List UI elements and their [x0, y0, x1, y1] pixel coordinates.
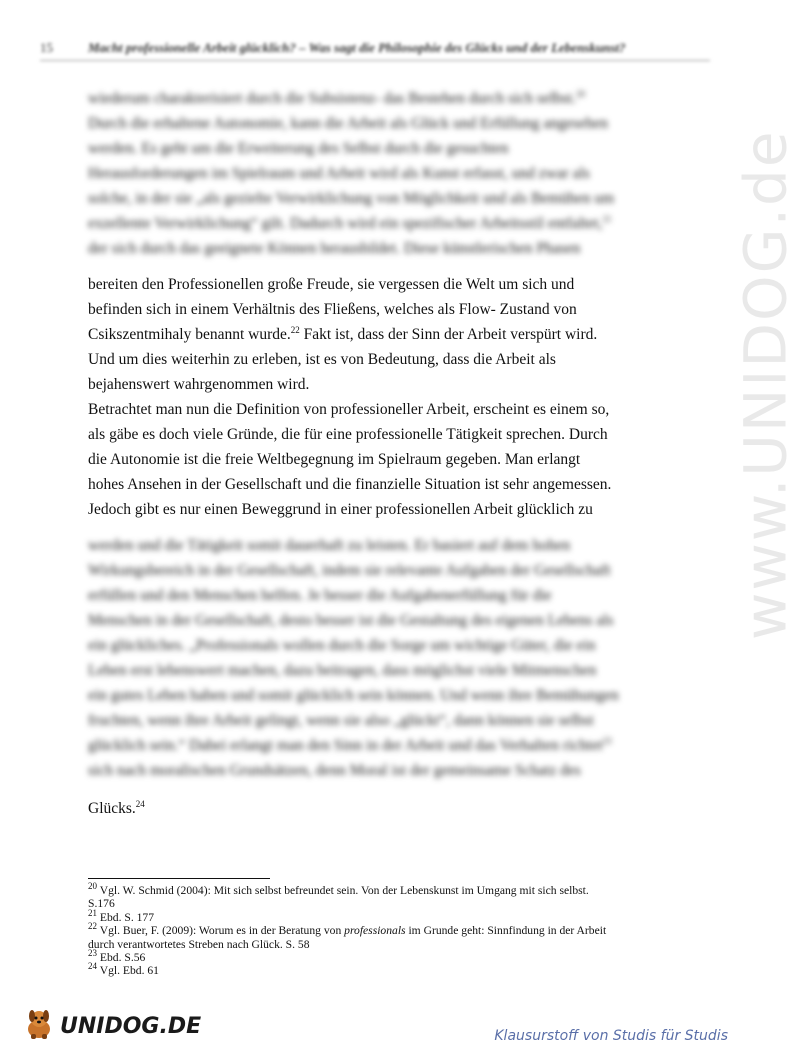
text-line: Herausforderungen im Spielraum und Arbeit wird als Kunst erfasst, und zwar als [88, 165, 590, 182]
blurred-paragraph-top [88, 86, 615, 261]
footnote: $^{23}$ Ebd. S.56 [88, 948, 146, 965]
dog-icon [22, 1007, 56, 1046]
text-line: werden und die Tätigkeit somit dauerhaft zu leisten. Er basiert auf dem hohen [88, 537, 571, 554]
text-line: Csikszentmihaly benannt wurde.$^{22}$ Fakt ist, dass der Sinn der Arbeit verspürt wird. [88, 324, 598, 343]
text-line: Wirkungsbereich in der Gesellschaft, indem sie relevante Aufgaben der Gesellschaft [88, 562, 611, 579]
page-number: 15 [40, 40, 53, 55]
text-line: ein gutes Leben haben und somit glücklich sein können. Und wenn ihre Bemühungen [88, 687, 619, 704]
footnote-ref: 24 [135, 798, 145, 809]
text-line: Jedoch gibt es nur einen Beweggrund in einer professionellen Arbeit glücklich zu [88, 501, 593, 518]
text-line: bereiten den Professionellen große Freude, sie vergessen die Welt um sich und [88, 276, 575, 293]
footnote-ref: 22 [290, 324, 300, 335]
blurred-paragraph-bottom [88, 533, 619, 783]
footnote: $^{24}$ Vgl. Ebd. 61 [88, 961, 159, 978]
unidog-logo[interactable] [22, 1006, 201, 1046]
text-line: Und um dies weiterhin zu erleben, ist es von Bedeutung, dass die Arbeit als [88, 351, 556, 368]
text-line: ein glückliches. „Professionals wollen durch die Sorge um wichtige Güter, die ein [88, 637, 596, 654]
text-line: die Autonomie ist die freie Weltbegegnung im Spielraum gegeben. Man erlangt [88, 451, 581, 468]
text-line: fruchten, wenn ihre Arbeit gelingt, wenn sie also „glückt“, dann können sie selbst [88, 712, 594, 729]
text-line: solche, in der sie „als gezielte Verwirklichung von Möglichkeit und als Bemühen um [88, 190, 615, 207]
text-line: Durch die erhaltene Autonomie, kann die Arbeit als Glück und Erfüllung angesehen [88, 115, 608, 132]
text-line: hohes Ansehen in der Gesellschaft und die finanzielle Situation ist sehr angemessen. [88, 476, 612, 493]
text-line: werden. Es geht um die Erweiterung des Selbst durch die gesuchten [88, 140, 509, 157]
page-header [40, 38, 710, 61]
logo-text: UNIDOG.DE [60, 1013, 202, 1039]
text-line: exzellente Verwirklichung“ gilt. Dadurch wird ein spezifischer Arbeitsstil entfaltet,$^{21}$ [88, 213, 612, 232]
text-line: Betrachtet man nun die Definition von professioneller Arbeit, erscheint es einem so, [88, 401, 610, 418]
text-line: glücklich sein.“ Dabei erlangt man den Sinn in der Arbeit und das Verhalten richtet$^{23}$ [88, 735, 612, 754]
footnote: $^{21}$ Ebd. S. 177 [88, 907, 155, 924]
text-line: Leben erst lebenswert machen, dazu beitragen, dass möglichst viele Mitmenschen [88, 662, 597, 679]
footnote-divider [88, 878, 270, 879]
last-line: Glücks.$^{24}$ [88, 798, 145, 817]
clear-paragraph [88, 272, 612, 522]
tagline: Klausurstoff von Studis für Studis [494, 1028, 728, 1044]
text-line: als gäbe es doch viele Gründe, die für eine professionelle Tätigkeit sprechen. Durch [88, 426, 608, 443]
footnotes [88, 881, 608, 978]
text-line: sich nach moralischen Grundsätzen, denn Moral ist der gemeinsame Schatz des [88, 762, 581, 779]
text-line: der sich durch das geeignete Können herausbildet. Diese künstlerischen Phasen [88, 240, 581, 257]
text-line: wiederum charakterisiert durch die Subsistenz- das Bestehen durch sich selbst.$^{20}$ [88, 88, 586, 107]
text-line: befinden sich in einem Verhältnis des Fließens, welches als Flow- Zustand von [88, 301, 577, 318]
footnote: $^{20}$ Vgl. W. Schmid (2004): Mit sich selbst befreundet sein. Von der Lebenskunst im Umgang mit sich selbst. S.176 [88, 881, 589, 911]
text-line: erfüllen und den Menschen helfen. Je besser die Aufgabenerfüllung für die [88, 587, 552, 604]
text-line: bejahenswert wahrgenommen wird. [88, 376, 310, 393]
watermark: www.UNIDOG.de [732, 129, 800, 640]
header-title: Macht professionelle Arbeit glücklich? – Was sagt die Philosophie des Glücks und der Lebenskunst? [88, 40, 626, 55]
footnote: $^{22}$ Vgl. Buer, F. (2009): Worum es in der Beratung von professionals im Grunde geht: Sinnfindung in der Arbeit durch verantwortetes Streben nach Glück. S. 58 [88, 921, 607, 951]
text-line: Menschen in der Gesellschaft, desto besser ist die Gestaltung des eigenen Lebens als [88, 612, 614, 629]
